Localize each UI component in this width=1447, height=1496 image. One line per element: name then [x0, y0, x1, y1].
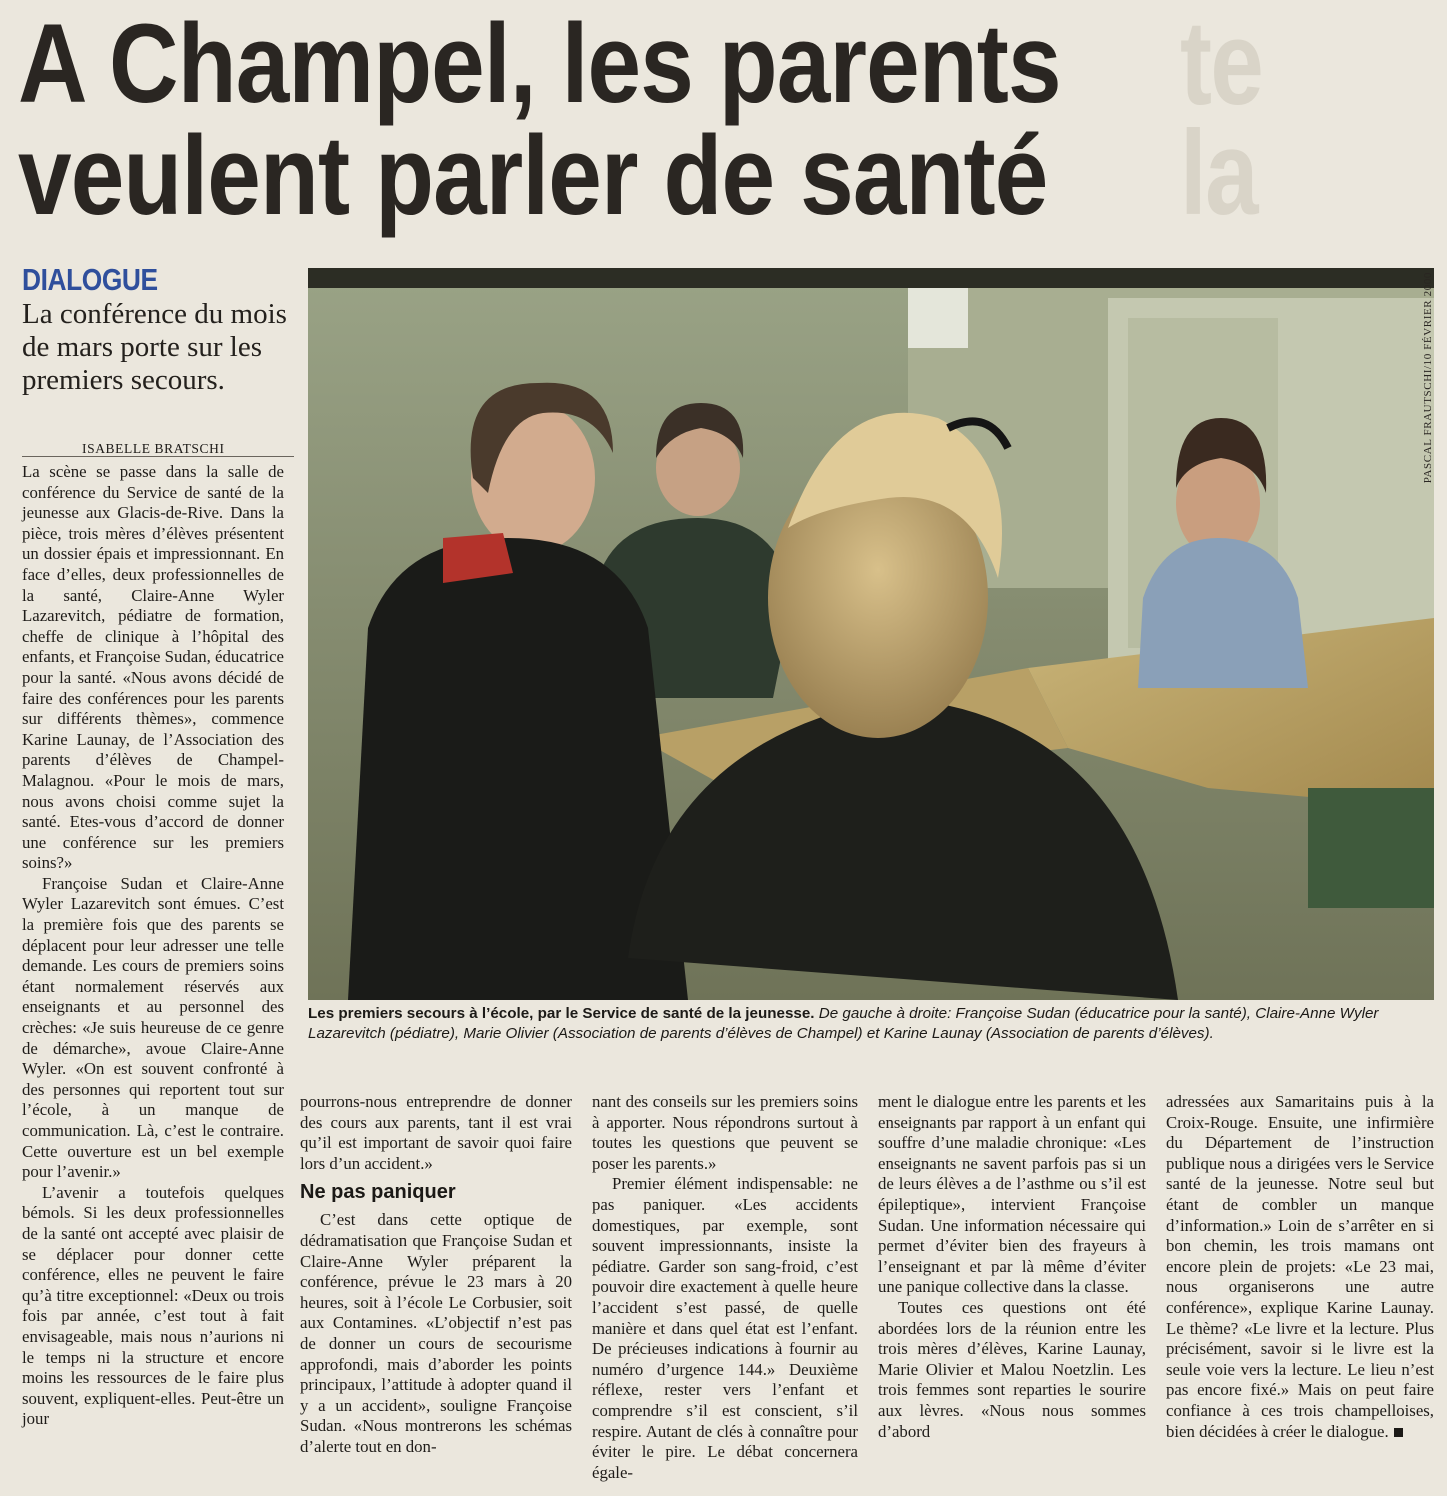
paragraph: Toutes ces questions ont été abordées lors de la réunion entre les trois mères d’élèves, Karine Launay, Marie Olivier et Malou Noetzlin. Les trois femmes sont reparties le sourire aux lèvres. «Nous nous sommes d’abord: [878, 1297, 1146, 1441]
paragraph: Françoise Sudan et Claire-Anne Wyler Lazarevitch sont émues. C’est la première fois que des parents se déplacent pour leur adresser une telle demande. Les cours de premiers soins étant normalement réservés aux enseignants et au personnel des crèches: «Je suis heureuse de ce genre de démarche», avoue Claire-Anne Wyler. «On est souvent confronté à des personnes qui reportent tout sur l’école, à un manque de communication. Là, c’est le contraire. Cette ouverture est un bel exemple pour l’avenir.»: [22, 873, 284, 1182]
paragraph: Premier élément indispensable: ne pas paniquer. «Les accidents domestiques, par exemple, sont souvent impressionnants, insiste la pédiatre. Garder son sang-froid, c’est pouvoir dire exactement à quelle heure l’accident s’est passé, de quelle manière et dans quel état est l’enfant. De précieuses indications à fournir au numéro d’urgence 144.» Deuxième réflexe, rester vers l’enfant et comprendre s’il est conscient, s’il respire. Autant de clés à connaître pour éviter le pire. Le débat concernera égale-: [592, 1174, 858, 1482]
headline-line-2: veulent parler de santé: [18, 113, 1048, 238]
paragraph: C’est dans cette optique de dédramatisation que Françoise Sudan et Claire-Anne Wyler préparent la conférence, prévue le 23 mars à 20 heures, soit à l’école Le Corbusier, soit aux Contamines. «L’objectif n’est pas de donner un cours de secourisme approfondi, mais d’aborder les points principaux, l’attitude à adopter quand il y a un accident», souligne Françoise Sudan. «Nous montrerons les schémas d’alerte tout en don-: [300, 1210, 572, 1456]
byline-rule: [22, 456, 294, 457]
paragraph: La scène se passe dans la salle de conférence du Service de santé de la jeunesse aux Glacis-de-Rive. Dans la pièce, trois mères d’élèves présentent un dossier épais et impressionnant. En face d’elles, deux professionnelles de la santé, Claire-Anne Wyler Lazarevitch, pédiatre de formation, cheffe de clinique à l’hôpital des enfants, et Françoise Sudan, éducatrice pour la santé. «Nous avons décidé de faire des conférences pour les parents sur différents thèmes», commence Karine Launay, de l’Association des parents d’élèves de Champel-Malagnou. «Pour le mois de mars, nous avons choisi comme sujet la santé. Etes-vous d’accord de donner une conférence sur les premiers soins?»: [22, 462, 284, 873]
article-column-5: [1166, 1092, 1434, 1442]
kicker: DIALOGUE: [22, 262, 158, 297]
headline: [18, 1, 1061, 238]
photo-illustration: [308, 268, 1434, 1000]
byline: ISABELLE BRATSCHI: [82, 441, 225, 456]
background-bleed-text: te la: [1180, 8, 1263, 238]
article-column-1: [22, 462, 284, 1430]
caption-italic: De gauche à droite: Françoise Sudan (éducatrice pour la santé), Claire-Anne Wyler Lazarevitch (pédiatre), Marie Olivier (Association de parents d’élèves de Champel) et Karine Launay (Association de parents d’élèves).: [308, 1005, 1379, 1042]
article-column-3: [592, 1092, 858, 1483]
lead-paragraph: La conférence du mois de mars porte sur les premiers secours.: [22, 298, 287, 396]
end-of-article-icon: [1394, 1428, 1403, 1437]
paragraph: ment le dialogue entre les parents et les enseignants par rapport à un enfant qui souffre d’une maladie chronique: «Les enseignants ne savent parfois pas si un de leurs élèves a de l’asthme ou s’il est épileptique», intervient Françoise Sudan. Une information nécessaire qui permet d’éviter bien des frayeurs à l’enseignant et par là même d’éviter une panique collective dans la classe.: [878, 1092, 1146, 1297]
paragraph: pourrons-nous entreprendre de donner des cours aux parents, tant il est vrai qu’il est important de savoir quoi faire lors d’un accident.»: [300, 1092, 572, 1173]
paragraph: nant des conseils sur les premiers soins à apporter. Nous répondrons surtout à toutes les questions que peuvent se poser les parents.»: [592, 1092, 858, 1173]
photo-credit: PASCAL FRAUTSCHI/10 FÉVRIER 2000: [1422, 272, 1434, 484]
caption-bold: Les premiers secours à l’école, par le Service de santé de la jeunesse.: [308, 1005, 815, 1022]
photo-caption: [308, 1004, 1434, 1043]
article-column-4: [878, 1092, 1146, 1442]
paragraph-text: adressées aux Samaritains puis à la Croix-Rouge. Ensuite, une infirmière du Département de l’instruction publique nous a dirigées vers le Service santé de la jeunesse. Notre seul but étant de combler un manque d’information.» Loin de s’arrêter en si bon chemin, les trois mamans ont encore plein de projets: «Le 23 mai, nous organiserons une autre conférence», explique Karine Launay. Le thème? «Le livre et la lecture. Plus précisément, savoir si le livre est la seule voie vers la lecture. Le lieu n’est pas encore fixé.» Mais on peut faire confiance à ces trois champelloises, bien décidées à créer le dialogue.: [1166, 1092, 1434, 1441]
paragraph: L’avenir a toutefois quelques bémols. Si les deux professionnelles de la santé ont accepté avec plaisir de se déplacer pour donner cette conférence, elles ne peuvent le faire qu’à titre exceptionnel: «Deux ou trois fois par année, c’est tout à fait envisageable, mais nous n’aurions ni le temps ni la structure et encore moins les ressources de le faire plus souvent, expliquent-elles. Peut-être un jour: [22, 1182, 284, 1429]
article-column-2: [300, 1092, 572, 1458]
subheading: Ne pas paniquer: [300, 1181, 456, 1204]
article-photo: [308, 268, 1434, 1000]
paragraph: [1166, 1092, 1434, 1442]
headline-line-1: A Champel, les parents: [18, 1, 1061, 126]
